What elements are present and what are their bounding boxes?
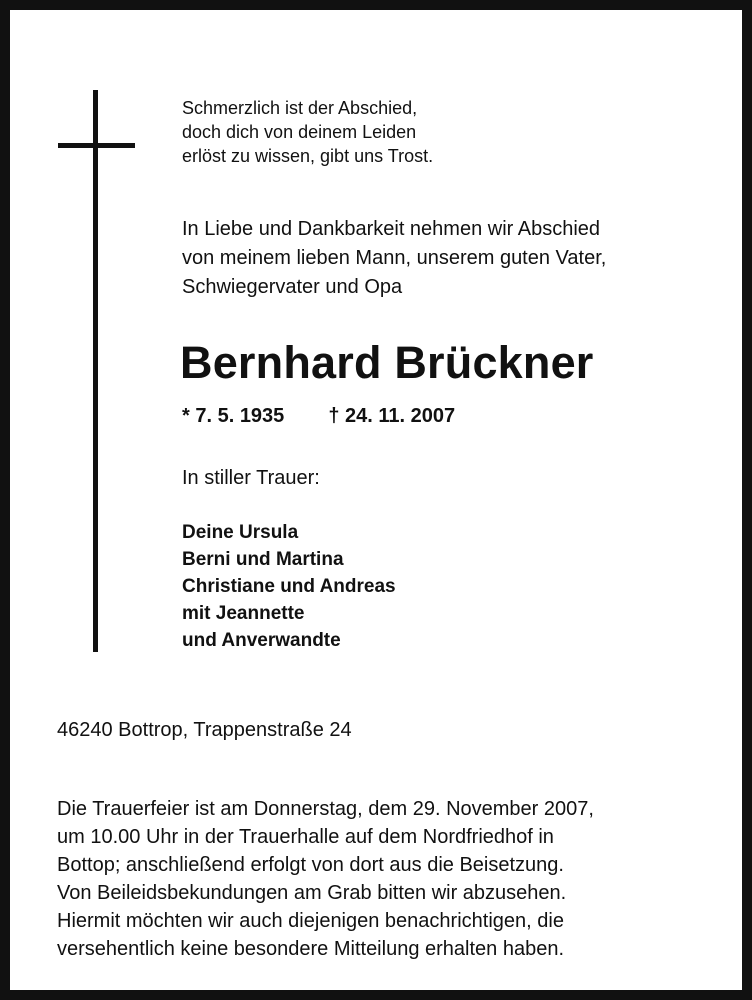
cross-icon: [93, 90, 98, 652]
verse-line: doch dich von deinem Leiden: [182, 122, 417, 142]
intro-line: In Liebe und Dankbarkeit nehmen wir Abschied: [182, 218, 601, 240]
mourning-label: In stiller Trauer:: [182, 467, 320, 489]
consolation-verse: [182, 96, 433, 168]
deceased-name: Bernhard Brückner: [180, 337, 594, 388]
mourners-list: [182, 519, 396, 654]
notice-line: Bottop; anschließend erfolgt von dort aus die Beisetzung.: [57, 854, 564, 876]
notice-line: Die Trauerfeier ist am Donnerstag, dem 29. November 2007,: [57, 798, 594, 820]
verse-line: erlöst zu wissen, gibt uns Trost.: [182, 146, 434, 166]
notice-line: Hiermit möchten wir auch diejenigen benachrichtigen, die: [57, 910, 564, 932]
intro-line: Schwiegervater und Opa: [182, 276, 403, 298]
death-date: † 24. 11. 2007: [328, 405, 456, 427]
life-dates: [182, 403, 455, 429]
funeral-notice: [57, 795, 594, 963]
notice-line: Von Beileidsbekundungen am Grab bitten wir abzusehen.: [57, 882, 567, 904]
notice-line: versehentlich keine besondere Mitteilung erhalten haben.: [57, 938, 565, 960]
birth-date: * 7. 5. 1935: [182, 405, 285, 427]
notice-line: um 10.00 Uhr in der Trauerhalle auf dem Nordfriedhof in: [57, 826, 554, 848]
family-address: 46240 Bottrop, Trappenstraße 24: [57, 719, 352, 741]
mourner-name: Christiane und Andreas: [182, 576, 396, 597]
cross-icon-bar: [58, 143, 135, 148]
intro-text: [182, 215, 606, 302]
mourner-name: und Anverwandte: [182, 630, 341, 651]
mourner-name: Deine Ursula: [182, 522, 299, 543]
mourner-name: Berni und Martina: [182, 549, 344, 570]
intro-line: von meinem lieben Mann, unserem guten Vater,: [182, 247, 607, 269]
verse-line: Schmerzlich ist der Abschied,: [182, 98, 418, 118]
mourner-name: mit Jeannette: [182, 603, 305, 624]
